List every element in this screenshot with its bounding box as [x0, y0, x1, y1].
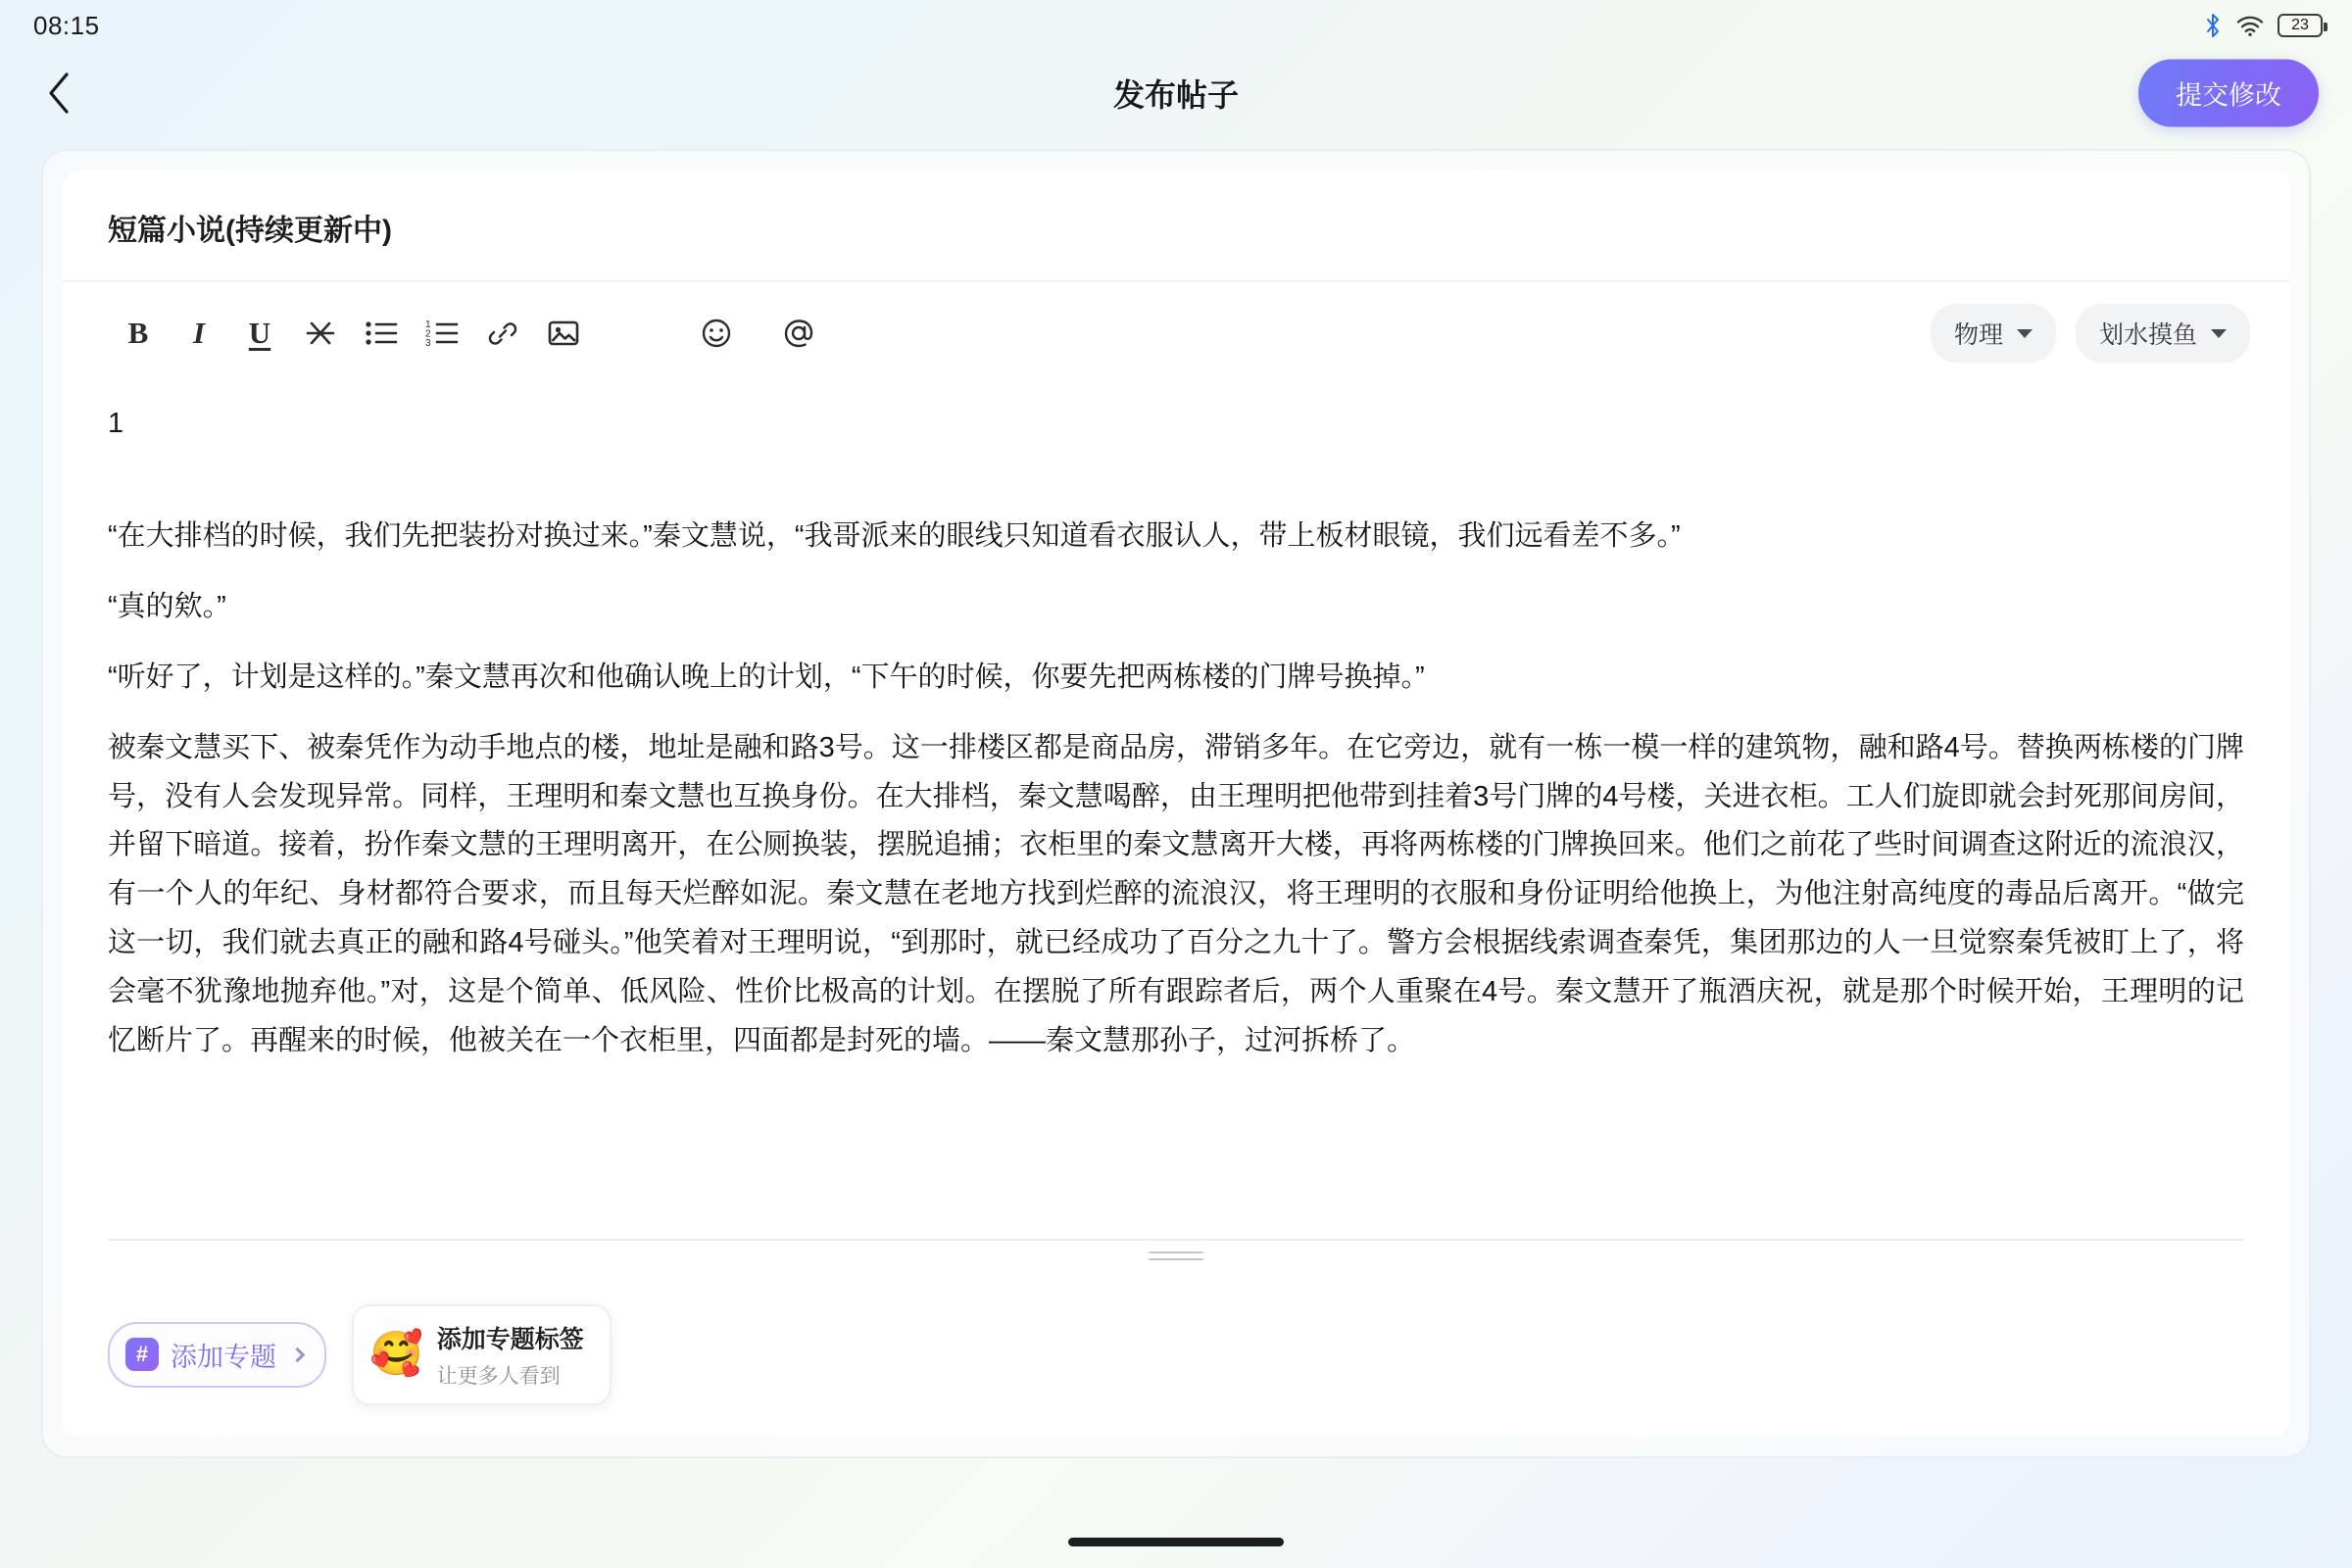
emoji-icon [700, 317, 733, 350]
bullet-list-button[interactable] [351, 306, 412, 361]
category-chip[interactable] [1931, 304, 2056, 363]
link-button[interactable] [472, 306, 533, 361]
paragraph: “在大排档的时候，我们先把装扮对换过来。”秦文慧说，“我哥派来的眼线只知道看衣服认人，带上板材眼镜，我们远看差不多。” [108, 520, 1681, 552]
topic-tip-title: 添加专题标签 [436, 1325, 584, 1353]
bold-button[interactable]: B [127, 316, 149, 350]
page-title: 发布帖子 [1112, 77, 1239, 113]
battery-icon [2278, 14, 2323, 37]
strikethrough-button[interactable] [290, 306, 351, 361]
status-bar-time: 08:15 [33, 10, 100, 40]
editor-card [63, 171, 2289, 1437]
formatting-toolbar [63, 282, 2289, 384]
strikethrough-icon [304, 317, 337, 350]
underline-button[interactable]: U [248, 316, 271, 350]
category-chip-label: 物理 [1953, 321, 2003, 349]
editor-outer-frame [41, 149, 2311, 1458]
image-icon [547, 318, 580, 349]
chevron-down-icon [2017, 329, 2033, 338]
paragraph: “听好了，计划是这样的。”秦文慧再次和他确认晚上的计划，“下午的时候，你要先把两栋楼的门牌号换掉。” [108, 661, 1425, 693]
svg-text:1: 1 [425, 319, 431, 330]
app-header [0, 51, 2352, 135]
image-button[interactable] [533, 306, 594, 361]
link-icon [486, 317, 519, 350]
document-title[interactable]: 短篇小说(持续更新中) [108, 215, 392, 247]
board-chip[interactable] [2076, 304, 2250, 363]
add-topic-label: 添加专题 [171, 1342, 276, 1372]
bullet-list-icon [365, 318, 398, 348]
paragraph: “真的欸。” [108, 590, 226, 622]
submit-button[interactable]: 提交修改 [2138, 60, 2319, 127]
battery-level: 23 [2291, 17, 2309, 33]
wifi-icon [2236, 14, 2264, 37]
chevron-down-icon [2211, 329, 2227, 338]
topic-tip-card[interactable] [352, 1304, 612, 1405]
numbered-list-button[interactable] [412, 306, 472, 361]
document-title-row[interactable] [63, 171, 2289, 282]
board-chip-label: 划水摸鱼 [2098, 321, 2197, 349]
bluetooth-icon [2203, 13, 2223, 38]
topic-footer [63, 1272, 2289, 1437]
drag-handle-icon[interactable] [1149, 1251, 1203, 1265]
topic-tip-text [437, 1320, 584, 1390]
emoji-button[interactable] [686, 306, 747, 361]
add-topic-button[interactable] [108, 1322, 326, 1388]
status-bar [0, 0, 2352, 51]
smiling-face-emoji-icon: 🥰 [369, 1330, 423, 1378]
section-number: 1 [108, 408, 124, 439]
toolbar-chips [1931, 304, 2250, 363]
paragraph: 被秦文慧买下、被秦凭作为动手地点的楼，地址是融和路3号。这一排楼区都是商品房，滞销多年。在它旁边，就有一栋一模一样的建筑物，融和路4号。替换两栋楼的门牌号，没有人会发现异常。同样，王理明和秦文慧也互换身份。在大排档，秦文慧喝醉，由王理明把他带到挂着3号门牌的4号楼，关进衣柜。工人们旋即就会封死那间房间，并留下暗道。接着，扮作秦文慧的王理明离开，在公厕换装，摆脱追捕；衣柜里的秦文慧离开大楼，再将两栋楼的门牌换回来。他们之前花了些时间调查这附近的流浪汉，有一个人的年纪、身材都符合要求，而且每天烂醉如泥。秦文慧在老地方找到烂醉的流浪汉，将王理明的衣服和身份证明给他换上，为他注射高纯度的毒品后离开。“做完这一切，我们就去真正的融和路4号碰头。”他笑着对王理明说，“到那时，就已经成功了百分之九十了。警方会根据线索调查秦凭，集团那边的人一旦觉察秦凭被盯上了，将会毫不犹豫地抛弃他。”对，这是个简单、低风险、性价比极高的计划。在摆脱了所有跟踪者后，两个人重聚在4号。秦文慧开了瓶酒庆祝，就是那个时候开始，王理明的记忆断片了。再醒来的时候，他被关在一个衣柜里，四面都是封死的墙。——秦文慧那孙子，过河拆桥了。 [108, 731, 2244, 1056]
topic-tip-subtitle: 让更多人看到 [436, 1364, 561, 1388]
status-bar-indicators [2203, 13, 2323, 38]
numbered-list-icon [425, 318, 459, 348]
chevron-right-icon [290, 1347, 306, 1362]
content-resize-divider[interactable] [108, 1239, 2244, 1272]
mention-button[interactable] [768, 306, 829, 361]
home-indicator[interactable] [1068, 1538, 1284, 1546]
chevron-left-icon [47, 72, 73, 115]
hash-icon: # [125, 1338, 159, 1371]
italic-button[interactable]: I [192, 316, 206, 350]
at-mention-icon [782, 317, 815, 350]
svg-text:2: 2 [425, 328, 431, 340]
svg-text:3: 3 [425, 338, 431, 348]
back-button[interactable] [33, 67, 86, 120]
editor-content-area[interactable] [63, 384, 2289, 1272]
